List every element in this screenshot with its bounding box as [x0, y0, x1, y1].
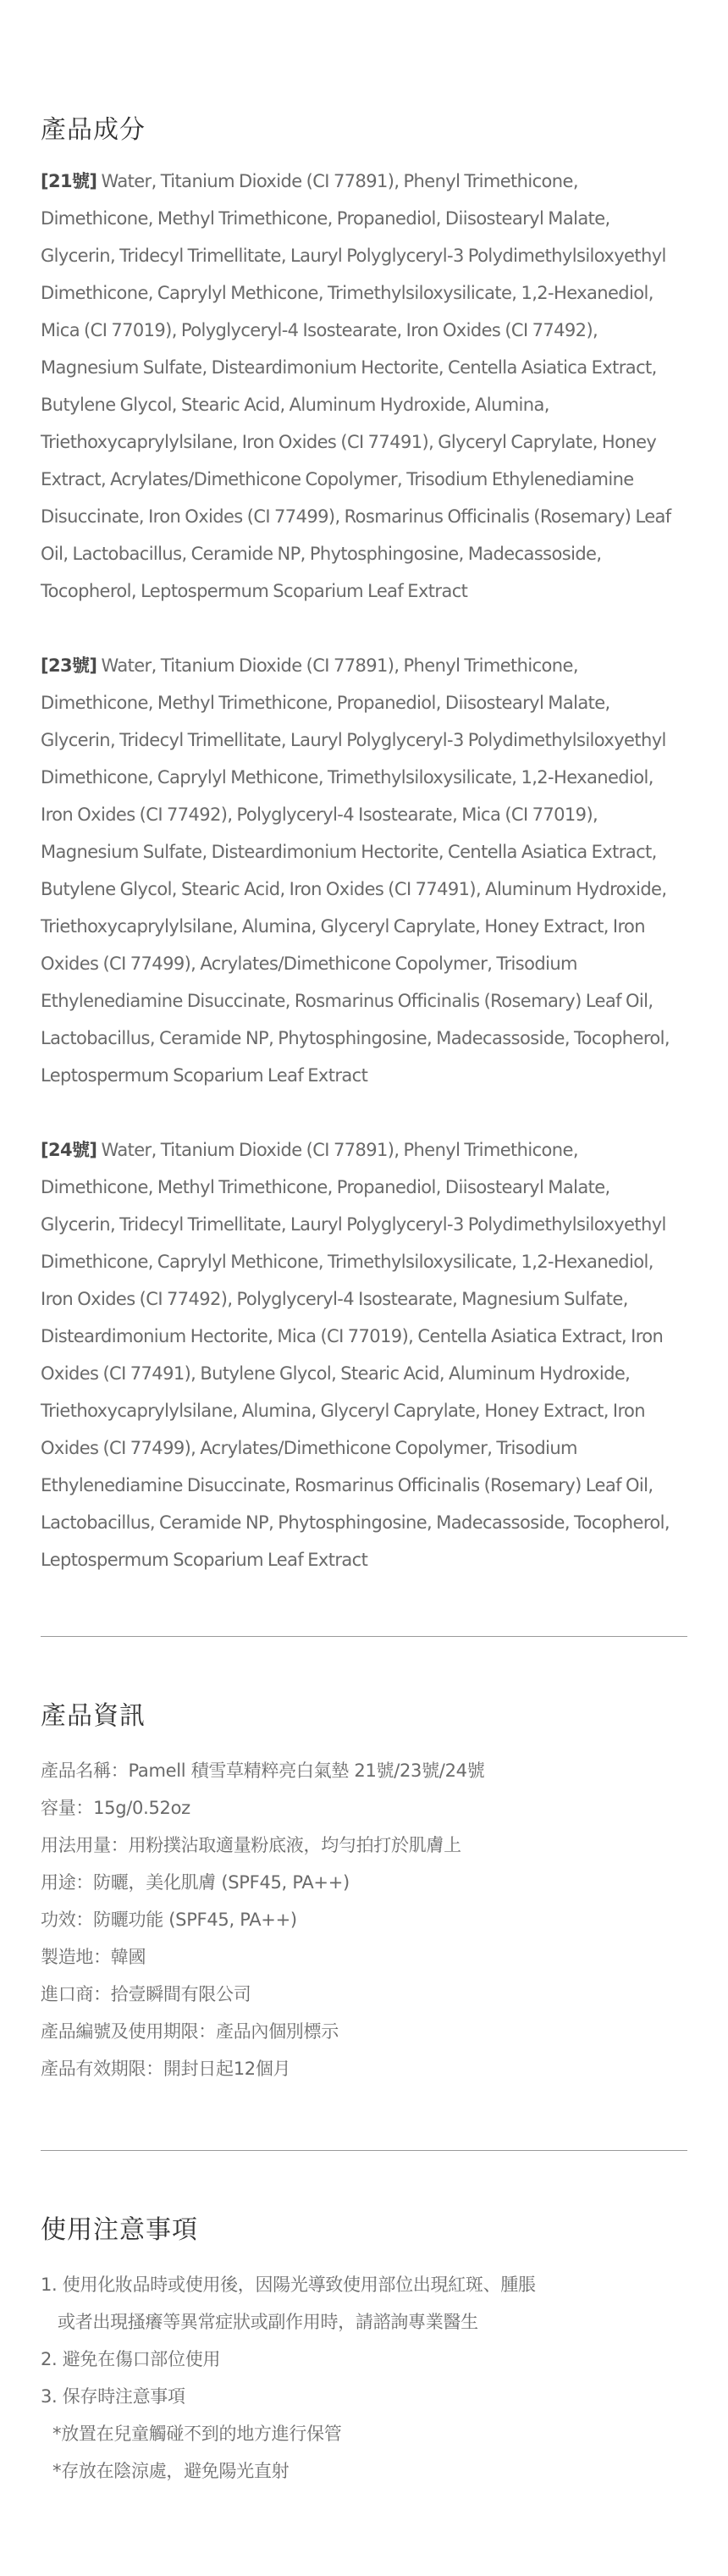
product-info-title: 產品資訊 [41, 1701, 146, 1731]
info-item-usage: 用法用量：用粉撲沾取適量粉底液，均勻拍打於肌膚上 [41, 1835, 461, 1855]
notice-item: 1. 使用化妝品時或使用後，因陽光導致使用部位出現紅斑、腫脹 [41, 2275, 536, 2295]
info-item-name: 產品名稱：Pamell 積雪草精粹亮白氣墊 21號/23號/24號 [41, 1761, 485, 1781]
usage-notice-title: 使用注意事項 [41, 2215, 198, 2245]
info-item-effect: 功效：防曬功能 (SPF45, PA++) [41, 1910, 297, 1930]
ingredients-24 [41, 1131, 687, 1578]
info-item-product-code: 產品編號及使用期限：產品內個別標示 [41, 2021, 339, 2042]
notice-item: *放置在兒童觸碰不到的地方進行保管 [52, 2424, 342, 2444]
ingredients-title: 產品成分 [41, 115, 146, 145]
shade-label-24: [24號] [41, 1140, 97, 1160]
info-item-origin: 製造地：韓國 [41, 1947, 146, 1967]
notice-item: *存放在陰涼處，避免陽光直射 [52, 2461, 290, 2481]
ingredients-text-24: Water, Titanium Dioxide (CI 77891), Phenyl Trimethicone, Dimethicone, Methyl Trimethicone, Propanediol, Diisostearyl Malate, Glycerin, Tridecyl Trimellitate, Lauryl Polyglyceryl-3 Polydimethylsiloxyethyl Dimethicone, Caprylyl Methicone, Trimethylsiloxysilicate, 1,2-Hexanediol, Iron Oxides (CI 77492), Polyglyceryl-4 Isostearate, Magnesium Sulfate, Disteardimonium Hectorite, Mica (CI 77019), Centella Asiatica Extract, Iron Oxides (CI 77491), Butylene Glycol, Stearic Acid, Aluminum Hydroxide, Triethoxycaprylylsilane, Alumina, Glyceryl Caprylate, Honey Extract, Iron Oxides (CI 77499), Acrylates/Dimethicone Copolymer, Trisodium Ethylenediamine Disuccinate, Rosmarinus Officinalis (Rosemary) Leaf Oil, Lactobacillus, Ceramide NP, Phytosphingosine, Madecassoside, Tocopherol, Leptospermum Scoparium Leaf Extract [41, 1140, 670, 1570]
shade-label-21: [21號] [41, 171, 97, 191]
notice-item: 2. 避免在傷口部位使用 [41, 2349, 221, 2369]
ingredients-21 [41, 163, 687, 610]
info-item-purpose: 用途：防曬，美化肌膚 (SPF45, PA++) [41, 1872, 350, 1893]
shade-label-23: [23號] [41, 655, 97, 676]
notice-item: 或者出現搔癢等異常症狀或副作用時，請諮詢專業醫生 [58, 2312, 478, 2332]
ingredients-list [41, 163, 687, 1578]
product-info-section [41, 1637, 687, 2087]
product-info-list [41, 1752, 687, 2087]
usage-notice-list [41, 2266, 687, 2490]
info-item-importer: 進口商：拾壹瞬間有限公司 [41, 1984, 251, 2004]
notice-item: 3. 保存時注意事項 [41, 2386, 185, 2407]
usage-notice-section [41, 2151, 687, 2490]
ingredients-text-21: Water, Titanium Dioxide (CI 77891), Phenyl Trimethicone, Dimethicone, Methyl Trimethicone, Propanediol, Diisostearyl Malate, Glycerin, Tridecyl Trimellitate, Lauryl Polyglyceryl-3 Polydimethylsiloxyethyl Dimethicone, Caprylyl Methicone, Trimethylsiloxysilicate, 1,2-Hexanediol, Mica (CI 77019), Polyglyceryl-4 Isostearate, Iron Oxides (CI 77492), Magnesium Sulfate, Disteardimonium Hectorite, Centella Asiatica Extract, Butylene Glycol, Stearic Acid, Aluminum Hydroxide, Alumina, Triethoxycaprylylsilane, Iron Oxides (CI 77491), Glyceryl Caprylate, Honey Extract, Acrylates/Dimethicone Copolymer, Trisodium Ethylenediamine Disuccinate, Iron Oxides (CI 77499), Rosmarinus Officinalis (Rosemary) Leaf Oil, Lactobacillus, Ceramide NP, Phytosphingosine, Madecassoside, Tocopherol, Leptospermum Scoparium Leaf Extract [41, 171, 671, 601]
ingredients-23 [41, 647, 687, 1094]
info-item-volume: 容量：15g/0.52oz [41, 1798, 190, 1818]
ingredients-text-23: Water, Titanium Dioxide (CI 77891), Phenyl Trimethicone, Dimethicone, Methyl Trimethicone, Propanediol, Diisostearyl Malate, Glycerin, Tridecyl Trimellitate, Lauryl Polyglyceryl-3 Polydimethylsiloxyethyl Dimethicone, Caprylyl Methicone, Trimethylsiloxysilicate, 1,2-Hexanediol, Iron Oxides (CI 77492), Polyglyceryl-4 Isostearate, Mica (CI 77019), Magnesium Sulfate, Disteardimonium Hectorite, Centella Asiatica Extract, Butylene Glycol, Stearic Acid, Iron Oxides (CI 77491), Aluminum Hydroxide, Triethoxycaprylylsilane, Alumina, Glyceryl Caprylate, Honey Extract, Iron Oxides (CI 77499), Acrylates/Dimethicone Copolymer, Trisodium Ethylenediamine Disuccinate, Rosmarinus Officinalis (Rosemary) Leaf Oil, Lactobacillus, Ceramide NP, Phytosphingosine, Madecassoside, Tocopherol, Leptospermum Scoparium Leaf Extract [41, 655, 670, 1086]
ingredients-section [41, 0, 687, 1578]
info-item-shelf-life: 產品有效期限：開封日起12個月 [41, 2059, 291, 2079]
